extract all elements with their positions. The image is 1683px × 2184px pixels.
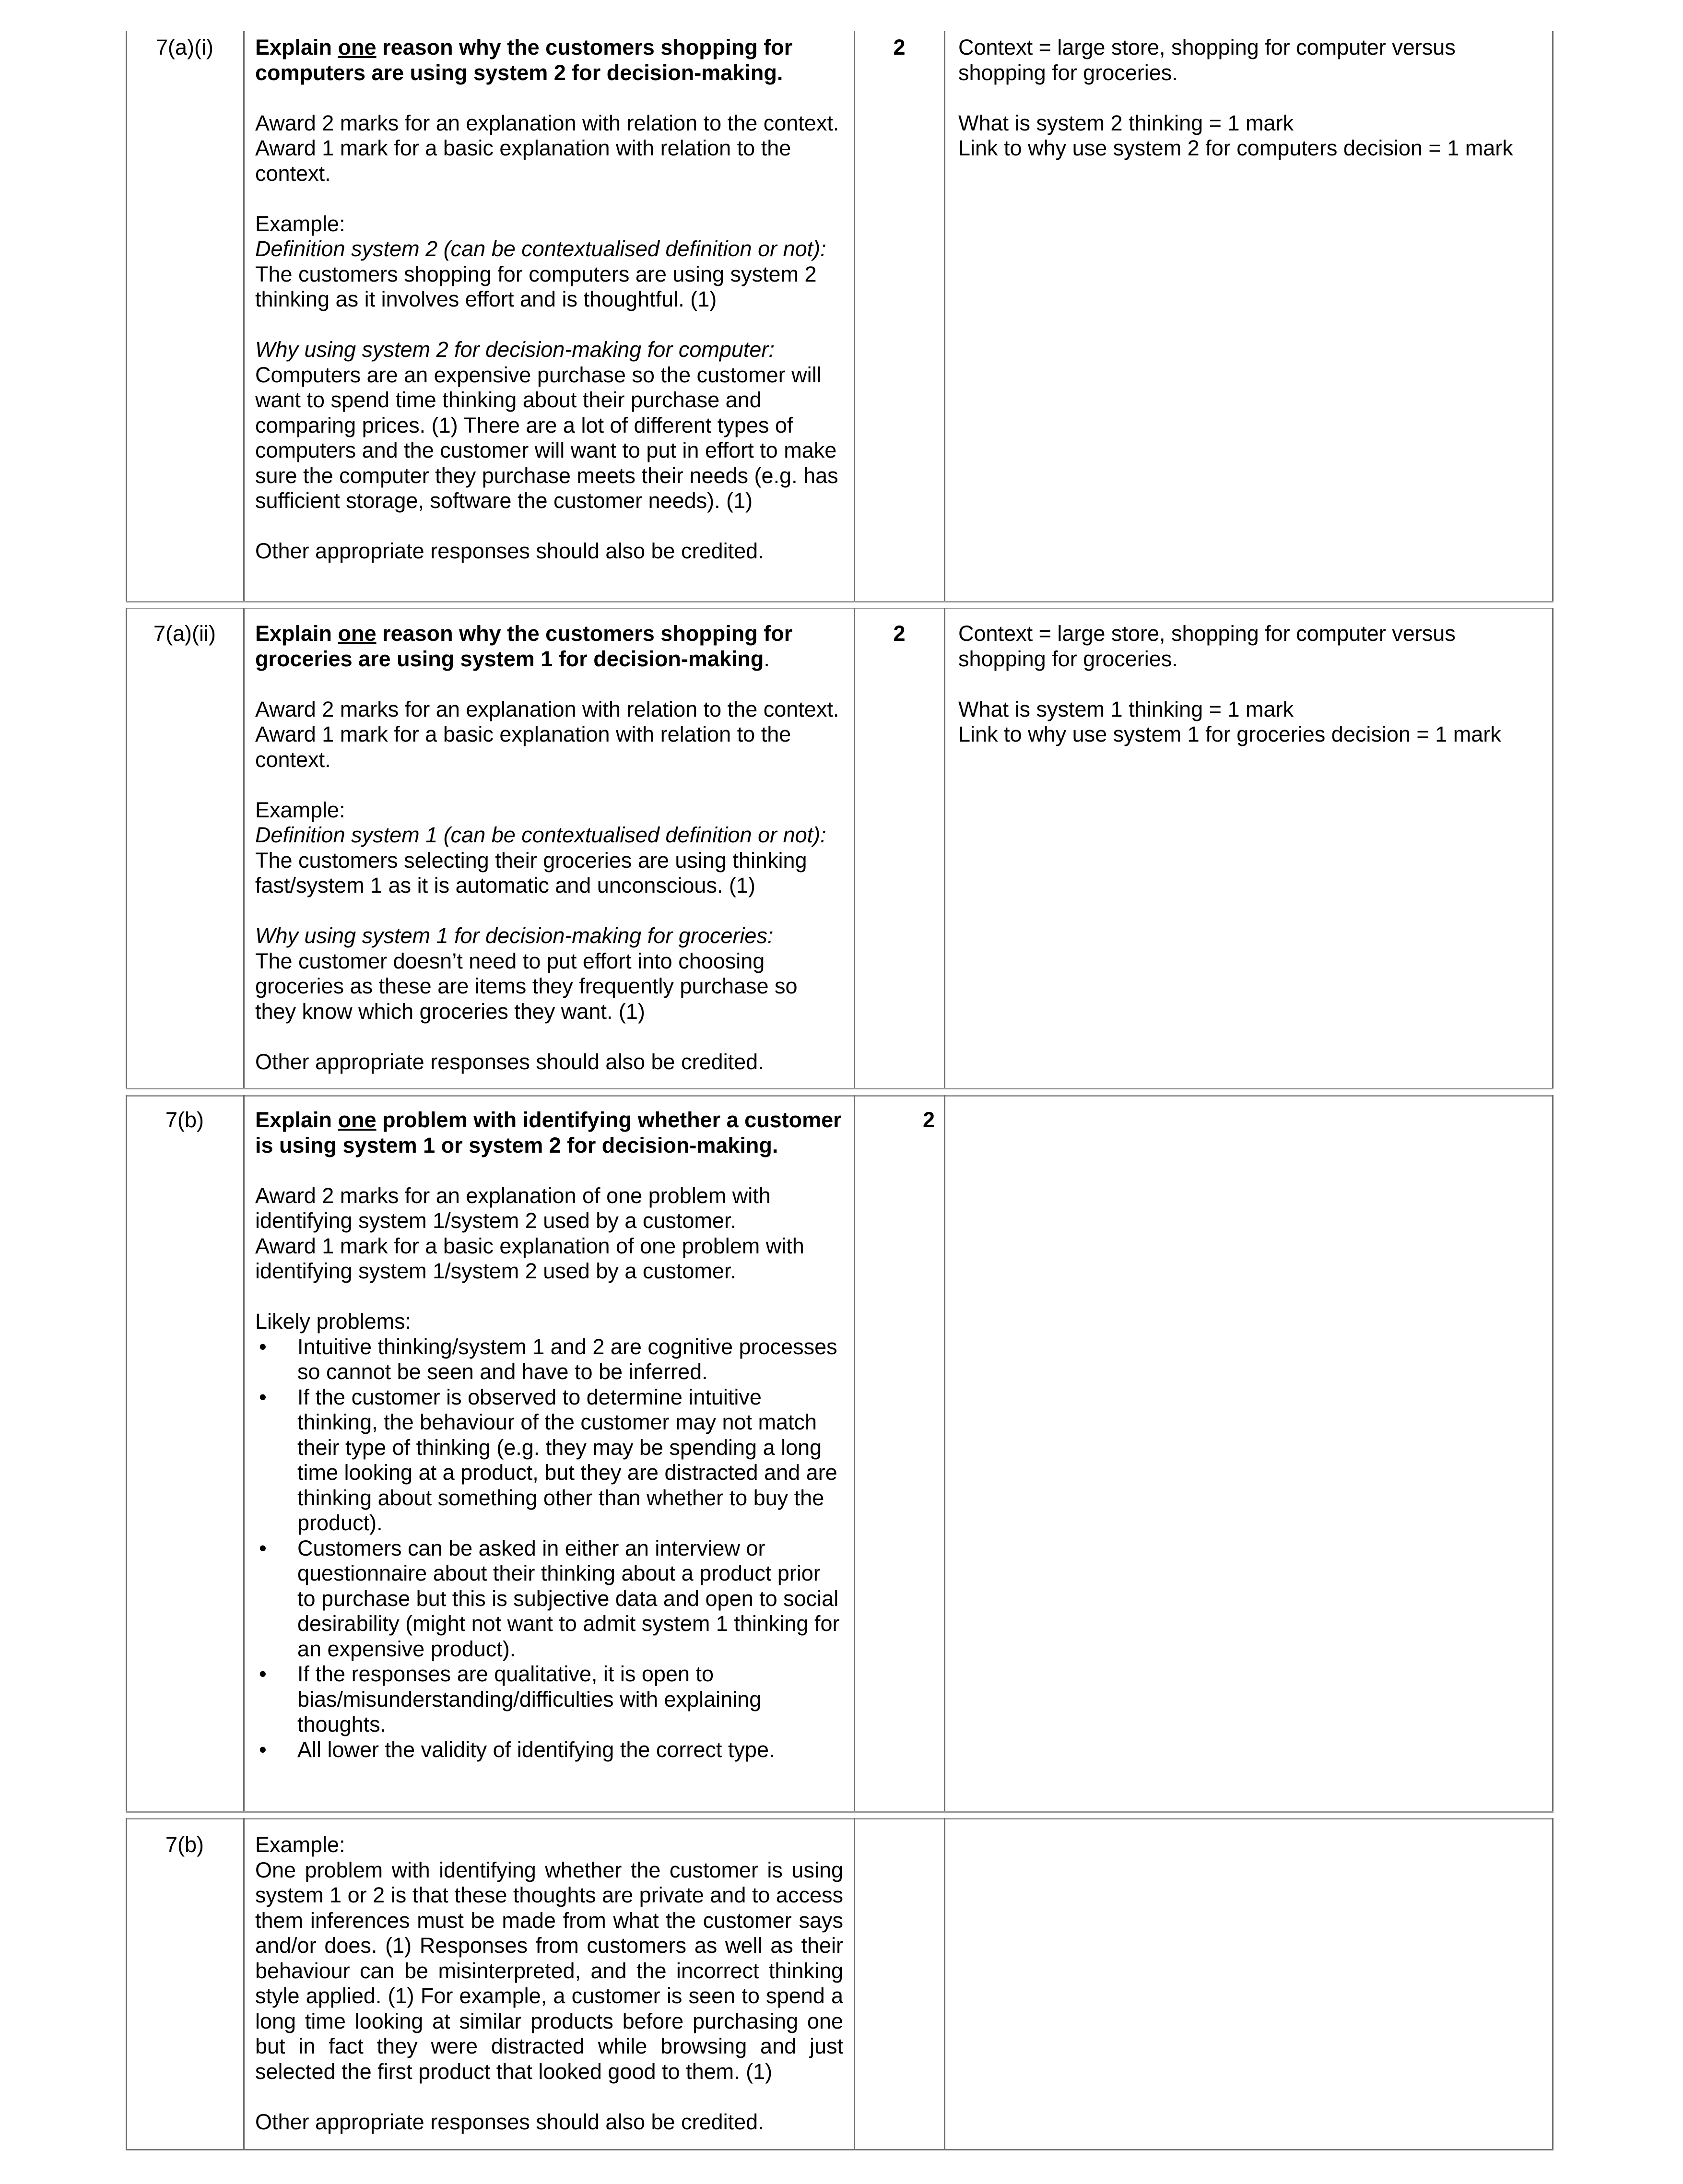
answer-cell	[245, 1829, 854, 2135]
other-responses-note: Other appropriate responses should also be credited.	[255, 1049, 764, 1074]
marks-cell	[855, 1818, 943, 1822]
award-line: Award 1 mark for a basic explanation of one problem with identifying system 1/system 2 used by a customer.	[255, 1233, 804, 1283]
example-label: Example:	[255, 797, 345, 822]
marks-value: 2	[922, 1108, 935, 1132]
problem-item: • If the customer is observed to determine intuitive thinking, the behaviour of the customer may not match their type of thinking (e.g. they may be spending a long time looking at a product, but they are distracted and are thinking about something other than whether to buy the product).	[255, 1385, 843, 1536]
award-line: Award 2 marks for an explanation with relation to the context.	[255, 110, 839, 135]
definition-label: Definition system 1 (can be contextualised definition or not):	[255, 823, 826, 847]
why-text: Computers are an expensive purchase so the customer will want to spend time thinking about their purchase and comparing prices. (1) There are a lot of different types of computers and the customer will want to put in effort to make sure the computer they purchase meets their needs (e.g. has sufficient storage, software the customer needs). (1)	[255, 362, 838, 513]
why-text: The customer doesn’t need to put effort into choosing groceries as these are items they frequently purchase so they know which groceries they want. (1)	[255, 948, 798, 1024]
example-label: Example:	[255, 1832, 345, 1857]
question-text: Explain one reason why the customers shopping for groceries are using system 1 for decision-making.	[255, 621, 793, 671]
guidance-line: Link to why use system 1 for groceries decision = 1 mark	[958, 722, 1501, 746]
award-line: Award 2 marks for an explanation of one problem with identifying system 1/system 2 used by a customer.	[255, 1183, 771, 1233]
question-text: Explain one problem with identifying whether a customer is using system 1 or system 2 for decision-making.	[255, 1108, 842, 1157]
problem-item: • If the responses are qualitative, it is open to bias/misunderstanding/difficulties with explaining thoughts.	[255, 1662, 843, 1737]
example-text: One problem with identifying whether the customer is using system 1 or 2 is that these thoughts are private and to access them inferences must be made from what the customer says and/or does. (1) Responses from customers as well as their behaviour can be misinterpreted, and the incorrect thinking style applied. (1) For example, a customer is seen to spend a long time looking at similar products before purchasing one but in fact they were distracted while browsing and just selected the first product that looked good to them. (1)	[255, 1857, 843, 2084]
marks-value: 2	[893, 621, 906, 646]
why-label: Why using system 2 for decision-making for computer:	[255, 337, 775, 362]
guidance-context: Context = large store, shopping for computer versus shopping for groceries.	[958, 621, 1456, 671]
mark-scheme-row-7ai	[126, 31, 1554, 602]
other-responses-note: Other appropriate responses should also be credited.	[255, 539, 764, 563]
other-responses-note: Other appropriate responses should also be credited.	[255, 2109, 764, 2134]
guidance-cell	[947, 31, 1552, 161]
mark-scheme-row-7b	[126, 1095, 1554, 1813]
marks-value: 2	[893, 35, 906, 59]
question-number: 7(b)	[165, 1832, 204, 1857]
problem-item: • All lower the validity of identifying the correct type.	[255, 1737, 843, 1763]
why-label: Why using system 1 for decision-making for groceries:	[255, 923, 774, 948]
award-line: Award 1 mark for a basic explanation with relation to the context.	[255, 136, 791, 186]
guidance-context: Context = large store, shopping for computer versus shopping for groceries.	[958, 35, 1456, 85]
question-number: 7(a)(ii)	[153, 621, 216, 646]
award-line: Award 2 marks for an explanation with relation to the context.	[255, 697, 839, 721]
mark-scheme-row-7b-continued	[126, 1818, 1554, 2150]
question-number: 7(b)	[165, 1108, 204, 1132]
guidance-cell	[947, 1818, 1552, 1822]
answer-cell	[245, 617, 854, 1074]
guidance-cell	[947, 617, 1552, 747]
question-number: 7(a)(i)	[156, 35, 213, 59]
answer-cell	[245, 31, 854, 564]
example-label: Example:	[255, 211, 345, 236]
problem-item: • Customers can be asked in either an interview or questionnaire about their thinking about a product prior to purchase but this is subjective data and open to social desirability (might not want to admit system 1 thinking for an expensive product).	[255, 1536, 843, 1662]
answer-cell	[245, 1104, 854, 1762]
guidance-cell	[947, 1095, 1552, 1099]
guidance-line: What is system 1 thinking = 1 mark	[958, 697, 1294, 721]
problem-item: • Intuitive thinking/system 1 and 2 are cognitive processes so cannot be seen and have to be inferred.	[255, 1334, 843, 1385]
guidance-line: What is system 2 thinking = 1 mark	[958, 110, 1294, 135]
definition-label: Definition system 2 (can be contextualised definition or not):	[255, 236, 826, 261]
definition-text: The customers selecting their groceries are using thinking fast/system 1 as it is automatic and unconscious. (1)	[255, 848, 807, 897]
mark-scheme-row-7aii	[126, 608, 1554, 1089]
guidance-line: Link to why use system 2 for computers decision = 1 mark	[958, 136, 1513, 160]
problems-label: Likely problems:	[255, 1309, 412, 1334]
award-line: Award 1 mark for a basic explanation with relation to the context.	[255, 722, 791, 772]
question-text: Explain one reason why the customers shopping for computers are using system 2 for decision-making.	[255, 35, 793, 85]
problems-list	[255, 1334, 843, 1763]
definition-text: The customers shopping for computers are using system 2 thinking as it involves effort and is thoughtful. (1)	[255, 261, 817, 311]
